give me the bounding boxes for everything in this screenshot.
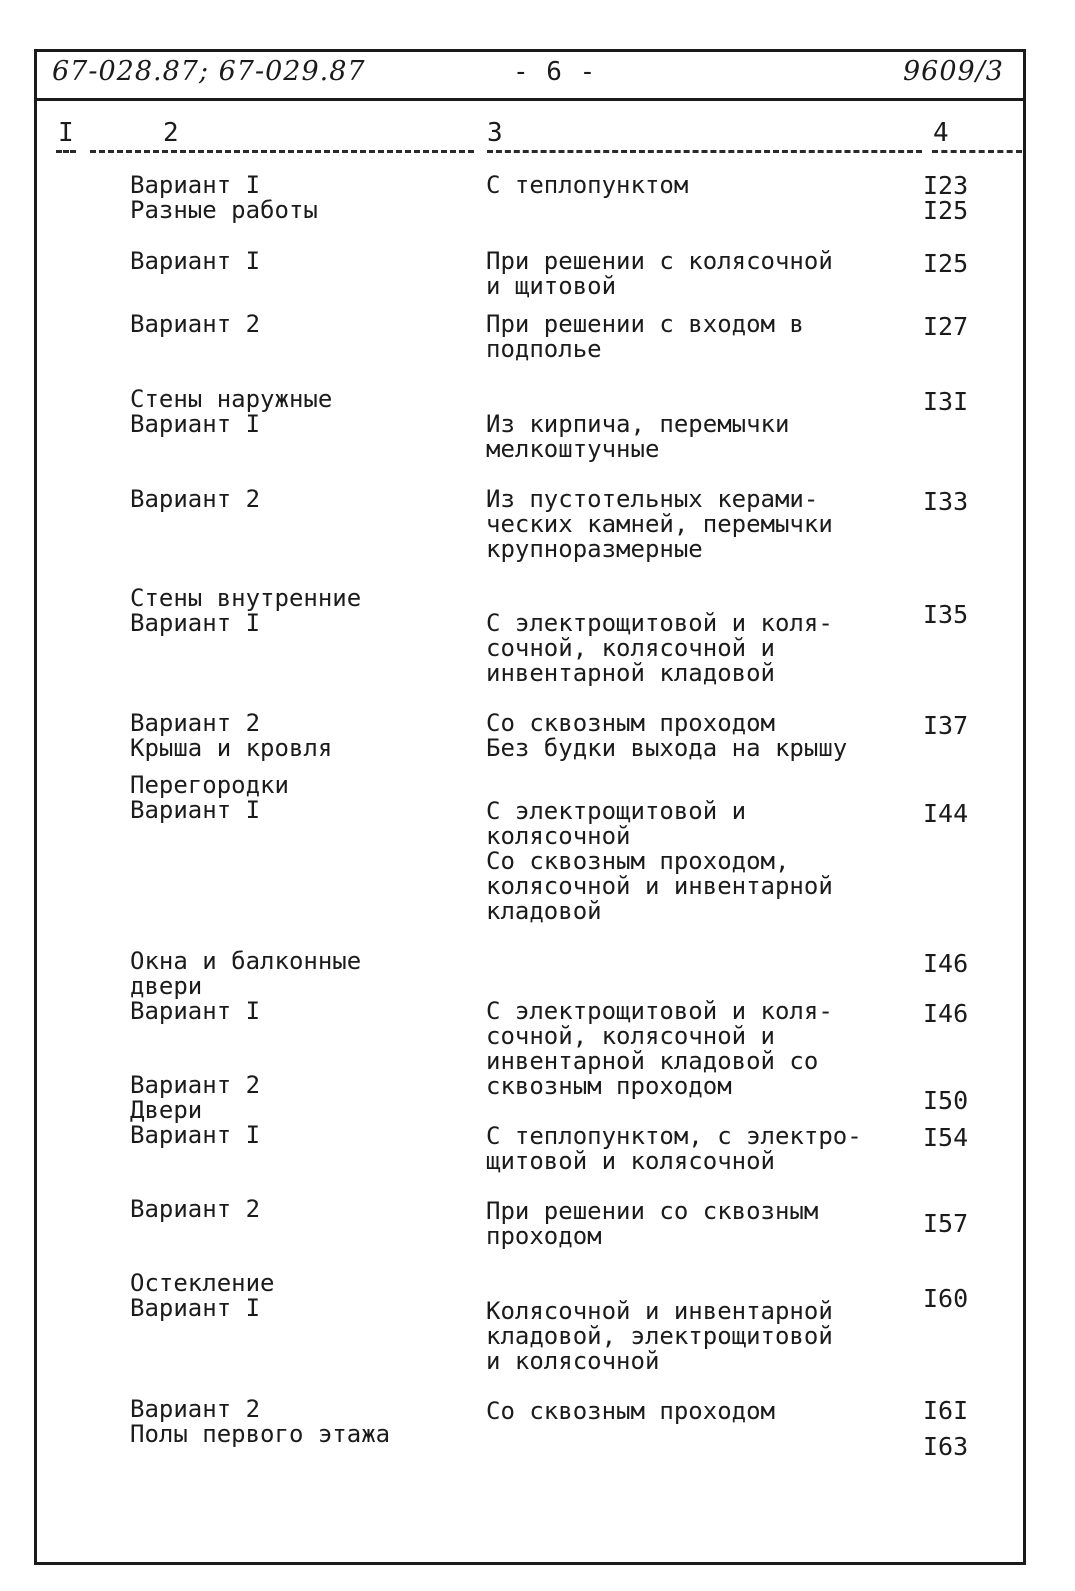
document-code-left: 67-028.87; 67-029.87 [52, 56, 366, 87]
description: При решении с колясочной и щитовой [486, 247, 833, 300]
section-title: Вариант I [130, 247, 261, 275]
page-reference: I25 [923, 249, 969, 278]
section-title: Вариант I Разные работы [130, 171, 318, 224]
page-reference: I27 [923, 312, 969, 341]
page-reference: I46 [923, 949, 969, 978]
section-title: Стены наружные Вариант I [130, 385, 333, 438]
column-number-1: I [58, 118, 74, 148]
column-rule [487, 150, 922, 153]
page-number: - 6 - [513, 57, 597, 87]
description: Со сквозным проходом [486, 1397, 775, 1425]
column-rule [932, 150, 1022, 153]
document-code-right: 9609/3 [903, 56, 1004, 87]
page-reference: I23 I25 [923, 171, 969, 225]
section-title: Вариант 2 Полы первого этажа [130, 1395, 391, 1448]
section-title: Вариант 2 [130, 1195, 261, 1223]
description: Из кирпича, перемычки мелкоштучные [486, 410, 790, 463]
page-reference: I57 [923, 1209, 969, 1238]
page-reference: I3I [923, 387, 969, 416]
description: При решении со сквозным проходом [486, 1197, 819, 1250]
page-reference: I35 [923, 600, 969, 629]
section-title: Вариант 2 [130, 485, 261, 513]
section-title: Перегородки Вариант I [130, 771, 289, 824]
section-title: Окна и балконные двери [130, 947, 362, 1000]
column-number-4: 4 [933, 118, 949, 148]
page-reference: I44 [923, 799, 969, 828]
column-number-2: 2 [163, 118, 179, 148]
page-reference: I63 [923, 1432, 969, 1461]
section-title: Стены внутренние Вариант I [130, 584, 362, 637]
description: Со сквозным проходом Без будки выхода на крышу [486, 709, 848, 762]
column-rule [56, 150, 76, 153]
header-divider [34, 98, 1026, 101]
description: Колясочной и инвентарной кладовой, электрощитовой и колясочной [486, 1297, 833, 1375]
page-reference: I50 [923, 1086, 969, 1115]
section-title: Остекление Вариант I [130, 1269, 275, 1322]
section-title: Вариант 2 Крыша и кровля [130, 709, 333, 762]
page-reference: I33 [923, 487, 969, 516]
section-title: Вариант 2 Двери [130, 1071, 261, 1124]
page-reference: I6I [923, 1396, 969, 1425]
page-reference: I54 [923, 1123, 969, 1152]
page-reference: I60 [923, 1284, 969, 1313]
description: Из пустотельных керами- ческих камней, перемычки крупноразмерные [486, 485, 833, 563]
description: При решении с входом в подполье [486, 310, 804, 363]
description: С электрощитовой и коля- сочной, колясочной и инвентарной кладовой [486, 609, 833, 687]
section-title: Вариант I [130, 1121, 261, 1149]
column-number-3: 3 [487, 118, 503, 148]
description: С теплопунктом, с электро- щитовой и колясочной [486, 1122, 862, 1175]
description: С электрощитовой и коля- сочной, колясочной и инвентарной кладовой со сквозным проходом [486, 997, 833, 1100]
section-title: Вариант 2 [130, 310, 261, 338]
page-reference: I37 [923, 711, 969, 740]
section-title: Вариант I [130, 997, 261, 1025]
description: С теплопунктом [486, 171, 689, 199]
page-reference: I46 [923, 999, 969, 1028]
column-rule [90, 150, 474, 153]
description: С электрощитовой и колясочной Со сквозным проходом, колясочной и инвентарной кладовой [486, 797, 833, 925]
